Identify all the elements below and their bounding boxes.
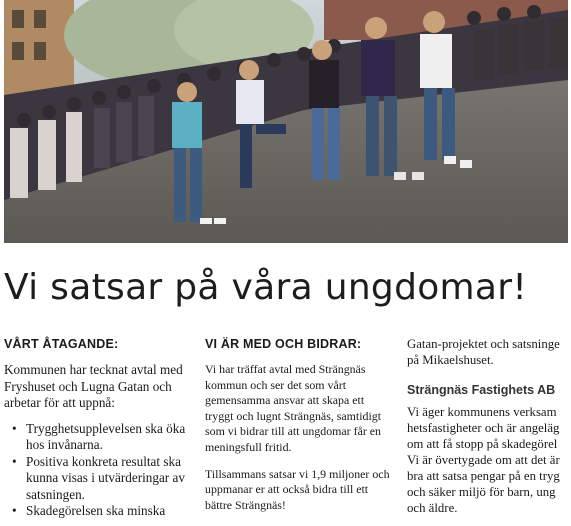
column-commitment (4, 336, 194, 520)
text-line: Vi är övertygade om att det är (407, 453, 560, 467)
text-line: och säker miljö för barn, ung (407, 485, 556, 499)
column-paragraph: Kommunen har tecknat avtal med Fryshuset och Lugna Gatan och arbetar för att uppnå: (4, 362, 183, 410)
goal-list (4, 421, 194, 520)
flashmob-photo (4, 0, 568, 243)
text-line: hetsfastigheter och är angeläg (407, 421, 560, 435)
column-paragraph: Tillsammans satsar vi 1,9 miljoner och uppmanar er att också bidra till ett bättre Strängnäs! (205, 466, 390, 512)
column-subheading: Strängnäs Fastighets AB (407, 383, 556, 397)
text-line: bra att satsa pengar på en tryg (407, 469, 560, 483)
text-line: på Mikaelshuset. (407, 353, 494, 367)
column-heading: VI ÄR MED OCH BIDRAR: (205, 337, 362, 351)
list-item: • Trygghetsupplevelsen ska öka hos invånarna. (26, 421, 194, 454)
headline: Vi satsar på våra ungdomar! (4, 267, 528, 308)
column-paragraph: Vi har träffat avtal med Strängnäs kommun och ser det som vårt gemensamma ansvar att skapa ett tryggt och lugnt Strängnäs, samtidigt som vi bidrar till att ungdomar får en meningsfull fritid. (205, 362, 382, 454)
text-line: Vi äger kommunens verksam (407, 405, 557, 419)
list-item: • Positiva konkreta resultat ska kunna visas i utvärderingar av satsningen. (26, 454, 194, 504)
column-fastighets (407, 336, 571, 516)
column-paragraph (407, 336, 571, 368)
column-heading: VÅRT ÅTAGANDE: (4, 337, 119, 351)
text-line: och äldre. (407, 501, 458, 515)
text-line: Gatan-projektet och satsninge (407, 337, 560, 351)
column-contribution (205, 336, 391, 524)
column-paragraph (407, 404, 571, 516)
list-item: • Skadegörelsen ska minska (26, 503, 194, 520)
text-line: om att få stopp på skadegörel (407, 437, 558, 451)
